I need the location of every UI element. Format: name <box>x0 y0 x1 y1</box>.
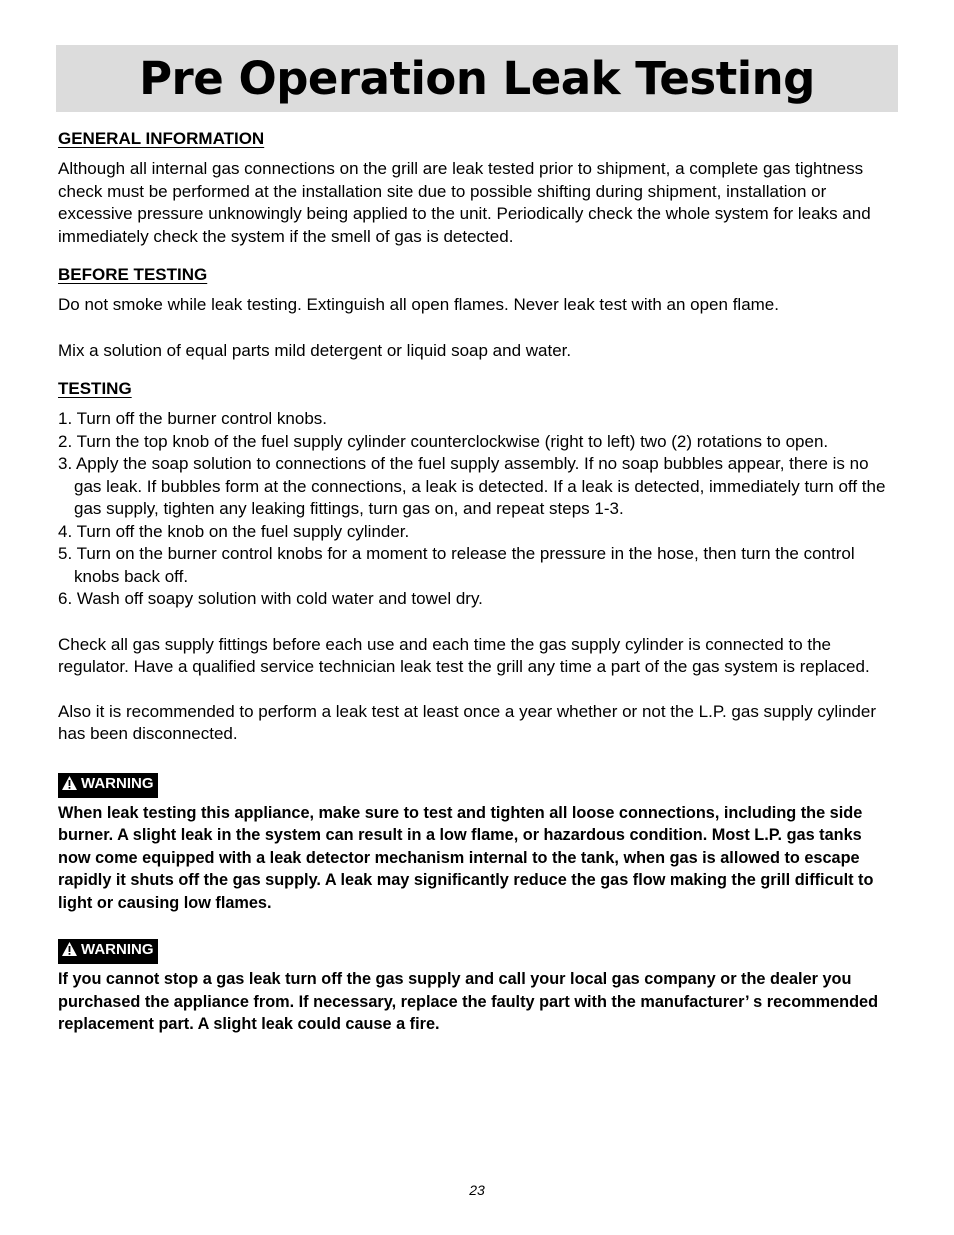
before-testing-text-2: Mix a solution of equal parts mild detergent or liquid soap and water. <box>58 340 572 360</box>
warning-block <box>58 938 898 1036</box>
title-banner <box>56 45 898 112</box>
before-testing-text-1: Do not smoke while leak testing. Extinguish all open flames. Never leak test with an open flame. <box>58 295 779 314</box>
warning-block <box>58 772 898 915</box>
before-testing-section <box>58 264 898 362</box>
warning-badge <box>58 939 158 964</box>
annual-test-text: Also it is recommended to perform a leak test at least once a year whether or not the L.P. gas supply cylinder has been disconnected. <box>58 701 877 743</box>
general-information-section <box>58 128 898 248</box>
testing-step: 1. Turn off the burner control knobs. <box>58 409 328 428</box>
warning-triangle-icon <box>61 941 78 963</box>
warning-label: WARNING <box>81 941 154 958</box>
testing-step: 6. Wash off soapy solution with cold water and towel dry. <box>58 589 483 608</box>
testing-section <box>58 378 898 746</box>
testing-step: 5. Turn on the burner control knobs for a moment to release the pressure in the hose, then turn the control knobs back off. <box>58 544 855 586</box>
testing-step: 2. Turn the top knob of the fuel supply cylinder counterclockwise (right to left) two (2) rotations to open. <box>58 431 829 451</box>
page-title: Pre Operation Leak Testing <box>139 52 815 105</box>
testing-step: 3. Apply the soap solution to connections of the fuel supply assembly. If no soap bubbles appear, there is no gas leak. If bubbles form at the connections, a leak is detected. If a leak is detected, immediately turn off the gas supply, tighten any leaking fittings, turn gas on, and repeat steps 1-3. <box>58 454 886 518</box>
general-information-text: Although all internal gas connections on the grill are leak tested prior to shipment, a complete gas tightness check must be performed at the installation site due to possible shifting during shipment, installation or excessive pressure unknowingly being applied to the unit. Periodically check the whole system for leaks and immediately check the system if the smell of gas is detected. <box>58 159 871 246</box>
warning-label: WARNING <box>81 774 154 792</box>
warning-badge <box>58 773 158 798</box>
testing-step: 4. Turn off the knob on the fuel supply cylinder. <box>58 521 410 541</box>
before-testing-heading: BEFORE TESTING <box>58 265 208 284</box>
page-content <box>58 128 898 1036</box>
general-information-heading: GENERAL INFORMATION <box>58 129 265 148</box>
warning-text: When leak testing this appliance, make sure to test and tighten all loose connections, including the side burner. A slight leak in the system can result in a low flame, or hazardous condition. Most L.P. gas tanks now come equipped with a leak detector mechanism internal to the tank, when gas is allowed to escape rapidly it shuts off the gas supply. A leak may significantly reduce the gas flow making the grill difficult to light or causing low flames. <box>58 803 874 912</box>
warning-text: If you cannot stop a gas leak turn off the gas supply and call your local gas company or the dealer you purchased the appliance from. If necessary, replace the faulty part with the manufacturer’ s recommended replacement part. A slight leak could cause a fire. <box>58 970 879 1033</box>
check-fittings-text: Check all gas supply fittings before each use and each time the gas supply cylinder is connected to the regulator. Have a qualified service technician leak test the grill any time a part of the gas system is replaced. <box>58 634 870 676</box>
page-number: 23 <box>469 1182 485 1198</box>
testing-steps-list <box>58 408 898 611</box>
warning-triangle-icon <box>61 775 78 797</box>
testing-heading: TESTING <box>58 379 132 398</box>
